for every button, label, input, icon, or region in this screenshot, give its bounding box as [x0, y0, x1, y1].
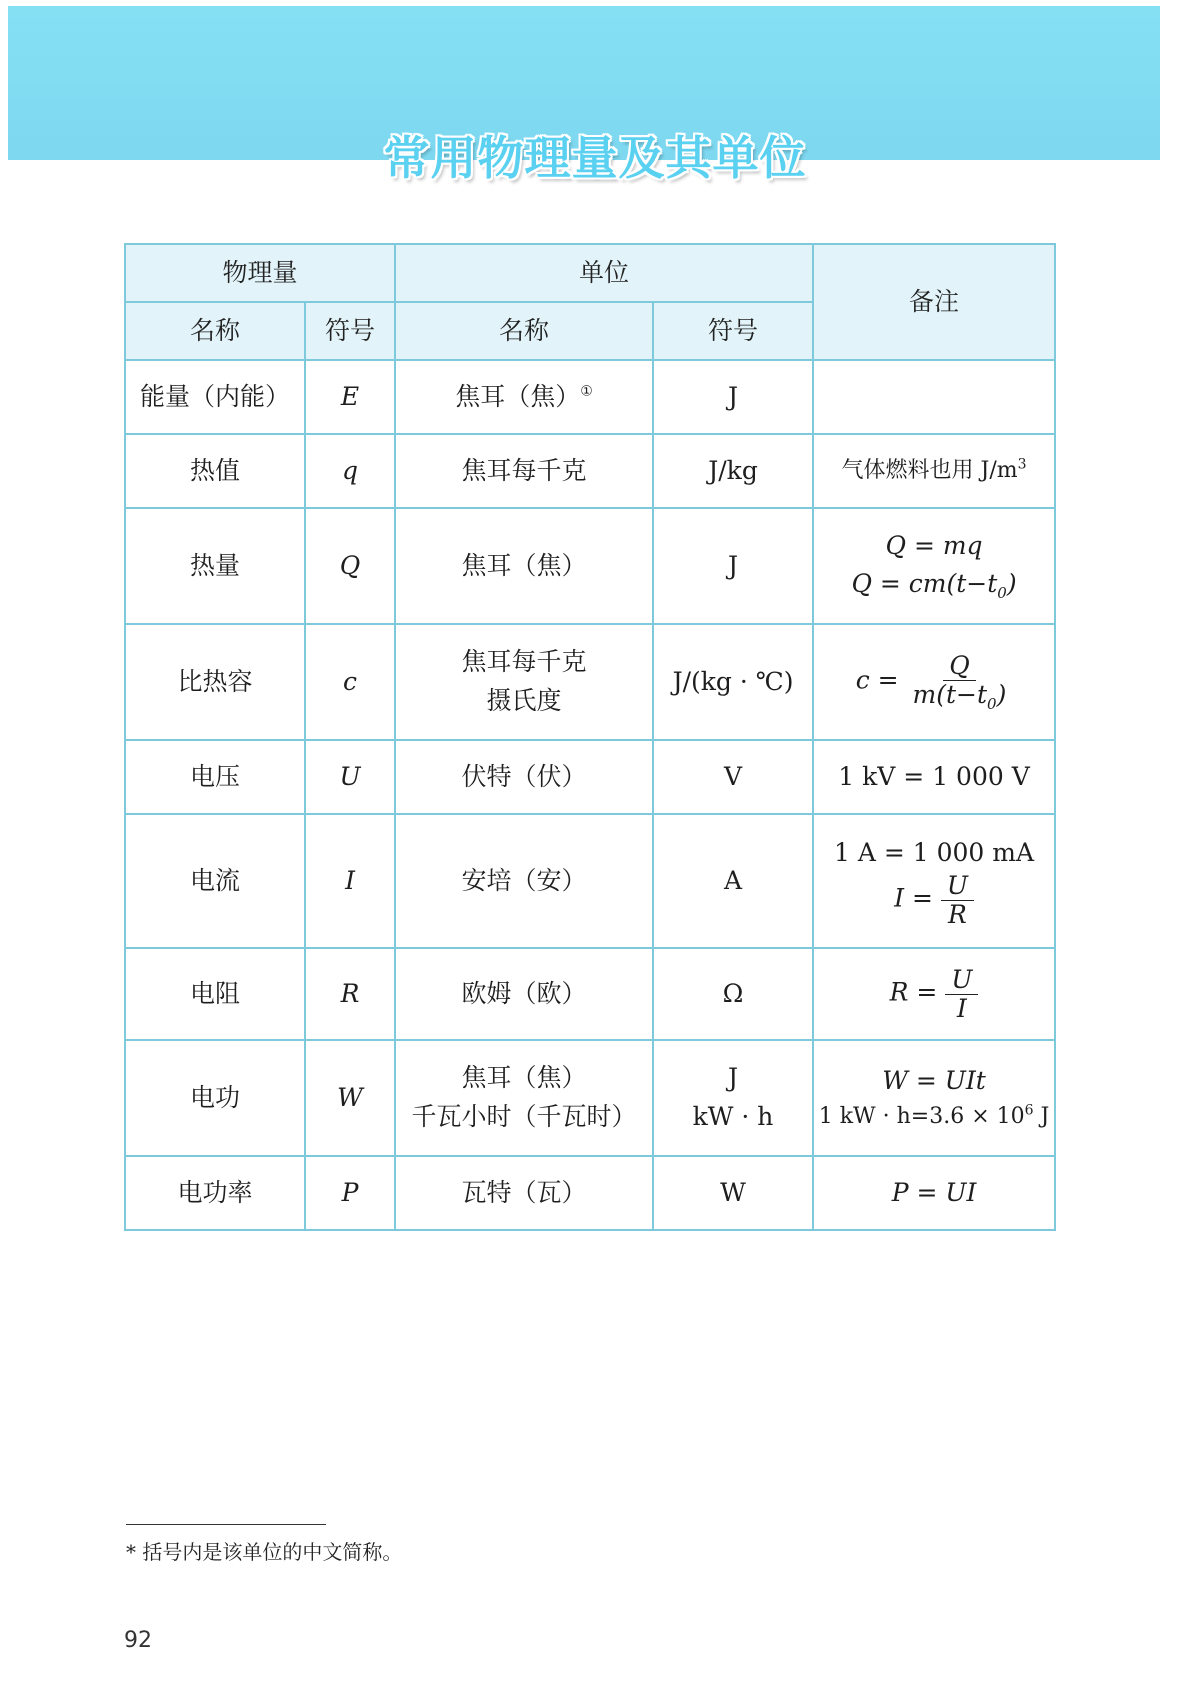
table-row	[125, 434, 1055, 508]
page-title: 常用物理量及其单位	[383, 131, 807, 185]
units-table	[124, 243, 1056, 1231]
unit-name: 伏特（伏）	[395, 740, 653, 814]
header-quantity-name: 名称	[125, 302, 305, 360]
quantity-name: 能量（内能）	[125, 360, 305, 434]
quantity-symbol: Q	[305, 508, 395, 624]
fraction: $\frac{Q}{m(t-t_0)}$	[912, 651, 1007, 713]
unit-symbol: J kW · h	[653, 1040, 813, 1156]
header-remark: 备注	[813, 244, 1055, 360]
quantity-name: 电压	[125, 740, 305, 814]
remark: W = UIt 1 kW · $h=3.6 \times 10^6$ J	[813, 1040, 1055, 1156]
table-row	[125, 508, 1055, 624]
table-row	[125, 624, 1055, 740]
header-unit-name: 名称	[395, 302, 653, 360]
table-row	[125, 814, 1055, 948]
unit-symbol: A	[653, 814, 813, 948]
unit-name: 焦耳（焦）①	[395, 360, 653, 434]
unit-name: 焦耳每千克 摄氏度	[395, 624, 653, 740]
quantity-symbol: R	[305, 948, 395, 1040]
quantity-name: 电功	[125, 1040, 305, 1156]
unit-symbol: J	[653, 360, 813, 434]
formula-heat-fuel: Q = mq	[885, 530, 983, 560]
quantity-name: 电功率	[125, 1156, 305, 1230]
fraction: $\frac{U}{R}$	[941, 872, 974, 928]
unit-name: 瓦特（瓦）	[395, 1156, 653, 1230]
remark	[813, 508, 1055, 624]
quantity-symbol: W	[305, 1040, 395, 1156]
header-quantity: 物理量	[125, 244, 395, 302]
footnote-marker: ①	[580, 383, 593, 400]
remark: R = $\frac{U}{I}$	[813, 948, 1055, 1040]
quantity-name: 电阻	[125, 948, 305, 1040]
unit-name: 欧姆（欧）	[395, 948, 653, 1040]
remark: c = $\frac{Q}{m(t-t_0)}$	[813, 624, 1055, 740]
table-row	[125, 360, 1055, 434]
remark: 1 kV = 1 000 V	[813, 740, 1055, 814]
header-unit: 单位	[395, 244, 813, 302]
unit-name: 焦耳（焦）	[395, 508, 653, 624]
unit-symbol: J/kg	[653, 434, 813, 508]
quantity-name: 热量	[125, 508, 305, 624]
remark: 1 A = 1 000 mA I = $\frac{U}{R}$	[813, 814, 1055, 948]
quantity-symbol: c	[305, 624, 395, 740]
quantity-symbol: P	[305, 1156, 395, 1230]
footnote-divider	[126, 1524, 326, 1525]
unit-name: 焦耳每千克	[395, 434, 653, 508]
footnote: * 括号内是该单位的中文简称。	[126, 1540, 403, 1564]
page-number: 92	[124, 1628, 152, 1653]
fraction: $\frac{U}{I}$	[945, 966, 978, 1022]
quantity-symbol: I	[305, 814, 395, 948]
unit-symbol: J	[653, 508, 813, 624]
quantity-symbol: q	[305, 434, 395, 508]
quantity-symbol: E	[305, 360, 395, 434]
unit-symbol: V	[653, 740, 813, 814]
quantity-symbol: U	[305, 740, 395, 814]
unit-symbol: J/(kg · ℃)	[653, 624, 813, 740]
quantity-name: 比热容	[125, 624, 305, 740]
quantity-name: 电流	[125, 814, 305, 948]
table-row	[125, 948, 1055, 1040]
quantity-name: 热值	[125, 434, 305, 508]
unit-name: 安培（安）	[395, 814, 653, 948]
table-row	[125, 1040, 1055, 1156]
unit-symbol: Ω	[653, 948, 813, 1040]
remark: P = UI	[813, 1156, 1055, 1230]
formula-heat: $Q = cm(t-t_0)$	[851, 569, 1017, 603]
unit-symbol: W	[653, 1156, 813, 1230]
table-row	[125, 740, 1055, 814]
header-unit-symbol: 符号	[653, 302, 813, 360]
table-row	[125, 1156, 1055, 1230]
remark: 气体燃料也用 $J/m^3$	[813, 434, 1055, 508]
unit-name: 焦耳（焦） 千瓦小时（千瓦时）	[395, 1040, 653, 1156]
header-quantity-symbol: 符号	[305, 302, 395, 360]
remark	[813, 360, 1055, 434]
